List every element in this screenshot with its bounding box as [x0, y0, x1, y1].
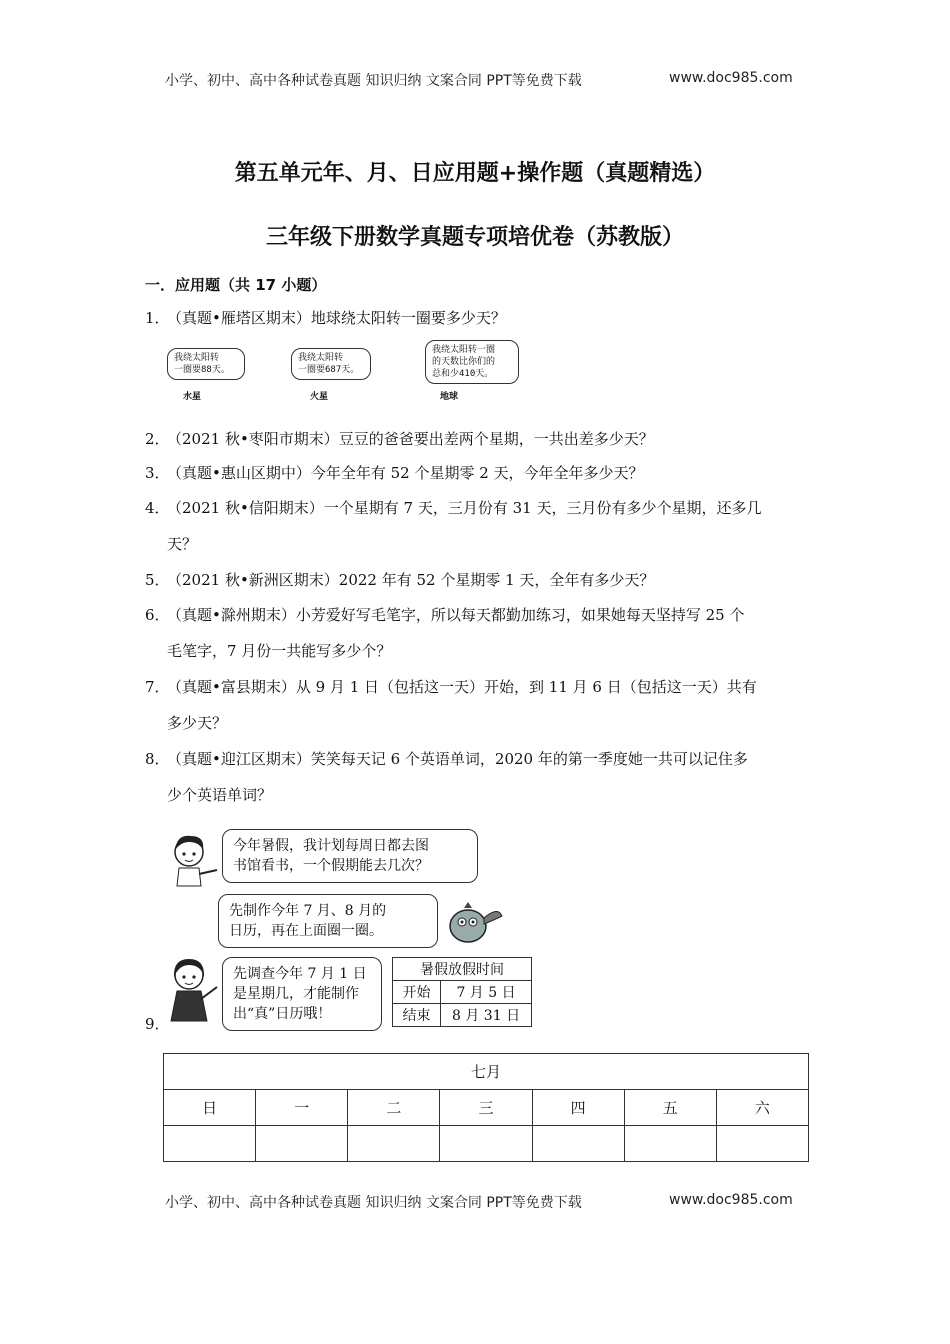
question-number: 7． [145, 678, 170, 696]
question-3 [145, 455, 807, 491]
weekday-header: 二 [348, 1090, 440, 1126]
bubble-line: 我绕太阳转 [174, 353, 220, 363]
question-number: 3． [145, 464, 170, 482]
question-text: （2021 秋•枣阳市期末）豆豆的爸爸要出差两个星期，一共出差多少天？ [167, 430, 654, 448]
calendar-cell [716, 1126, 808, 1162]
weekday-header: 三 [440, 1090, 532, 1126]
question-number: 1． [145, 309, 170, 327]
bird-character-icon [438, 898, 504, 948]
calendar-month-title: 七月 [164, 1054, 809, 1090]
question-text-continued: 少个英语单词？ [167, 786, 273, 804]
speech-bubble-earth [425, 340, 519, 384]
vacation-end-value: 8 月 31 日 [441, 1004, 532, 1027]
bubble-line: 的天数比你们的 [432, 357, 496, 367]
bubble-line: 是星期几，才能制作 [233, 986, 359, 1002]
question-9 [145, 1006, 807, 1042]
calendar-cell [624, 1126, 716, 1162]
section-heading: 一．应用题（共 17 小题） [145, 276, 327, 294]
speech-bubble-mars [291, 348, 371, 380]
weekday-header: 六 [716, 1090, 808, 1126]
bubble-line: 我绕太阳转 [298, 353, 344, 363]
question-1 [145, 300, 807, 336]
bubble-line: 一圈要88天。 [174, 365, 230, 375]
bubble-line: 总和少410天。 [432, 369, 494, 379]
question-number: 8． [145, 750, 170, 768]
bubble-line: 日历，再在上面圈一圈。 [229, 923, 383, 939]
vacation-table-title: 暑假放假时间 [393, 958, 532, 981]
vacation-end-label: 结束 [393, 1004, 441, 1027]
question-text-continued: 毛笔字，7 月份一共能写多少个？ [167, 642, 392, 660]
planet-label-mars: 火星 [310, 392, 329, 402]
question-text: （2021 秋•信阳期末）一个星期有 7 天，三月份有 31 天，三月份有多少个星期，还多几 [167, 499, 762, 517]
document-title: 第五单元年、月、日应用题+操作题（真题精选） [234, 161, 716, 186]
question-text: （真题•雁塔区期末）地球绕太阳转一圈要多少天？ [167, 309, 506, 327]
question-number: 5． [145, 571, 170, 589]
boy-character-icon [165, 830, 219, 888]
question-text: （真题•富县期末）从 9 月 1 日（包括这一天）开始，到 11 月 6 日（包括这一天）共有 [167, 678, 757, 696]
speech-bubble-mercury [167, 348, 245, 380]
question-number: 2． [145, 430, 170, 448]
bubble-line: 我绕太阳转一圈 [432, 345, 496, 355]
weekday-header: 日 [164, 1090, 256, 1126]
question-number: 4． [145, 499, 170, 517]
question-number: 9． [145, 1015, 170, 1033]
question-text: （真题•滁州期末）小芳爱好写毛笔字，所以每天都勤加练习，如果她每天坚持写 25 个 [167, 606, 745, 624]
speech-bubble-bird [218, 894, 438, 948]
question-5 [145, 562, 807, 598]
document-subtitle: 三年级下册数学真题专项培优卷（苏教版） [265, 225, 684, 250]
planet-label-mercury: 水星 [183, 392, 202, 402]
bubble-line: 先制作今年 7 月、8 月的 [229, 903, 387, 919]
calendar-cell [164, 1126, 256, 1162]
calendar-cell [256, 1126, 348, 1162]
weekday-header: 一 [256, 1090, 348, 1126]
bubble-line: 先调查今年 7 月 1 日 [233, 966, 367, 982]
bubble-line: 一圈要687天。 [298, 365, 360, 375]
calendar-cell [532, 1126, 624, 1162]
bubble-line: 出“真”日历哦！ [233, 1006, 332, 1022]
question-number: 6． [145, 606, 170, 624]
vacation-start-label: 开始 [393, 981, 441, 1004]
bubble-line: 书馆看书，一个假期能去几次？ [233, 858, 429, 874]
july-calendar-table [163, 1053, 809, 1162]
header-left-text: 小学、初中、高中各种试卷真题 知识归纳 文案合同 PPT等免费下载 [165, 73, 582, 89]
question-2 [145, 421, 807, 457]
question-text: （2021 秋•新洲区期末）2022 年有 52 个星期零 1 天，全年有多少天？ [167, 571, 655, 589]
vacation-start-value: 7 月 5 日 [441, 981, 532, 1004]
question-text: （真题•惠山区期中）今年全年有 52 个星期零 2 天，今年全年多少天？ [167, 464, 644, 482]
weekday-header: 四 [532, 1090, 624, 1126]
footer-left-text: 小学、初中、高中各种试卷真题 知识归纳 文案合同 PPT等免费下载 [165, 1195, 582, 1211]
footer-url: www.doc985.com [669, 1192, 793, 1208]
weekday-header: 五 [624, 1090, 716, 1126]
question-4 [145, 490, 807, 562]
question-8 [145, 741, 807, 813]
question-text-continued: 天？ [167, 535, 198, 553]
planet-label-earth: 地球 [440, 392, 459, 402]
speech-bubble-boy [222, 829, 478, 883]
question-text-continued: 多少天？ [167, 714, 228, 732]
header-url: www.doc985.com [669, 70, 793, 86]
calendar-cell [440, 1126, 532, 1162]
calendar-cell [348, 1126, 440, 1162]
question-6 [145, 597, 807, 669]
question-7 [145, 669, 807, 741]
bubble-line: 今年暑假，我计划每周日都去图 [233, 838, 429, 854]
question-text: （真题•迎江区期末）笑笑每天记 6 个英语单词，2020 年的第一季度她一共可以记住多 [167, 750, 748, 768]
